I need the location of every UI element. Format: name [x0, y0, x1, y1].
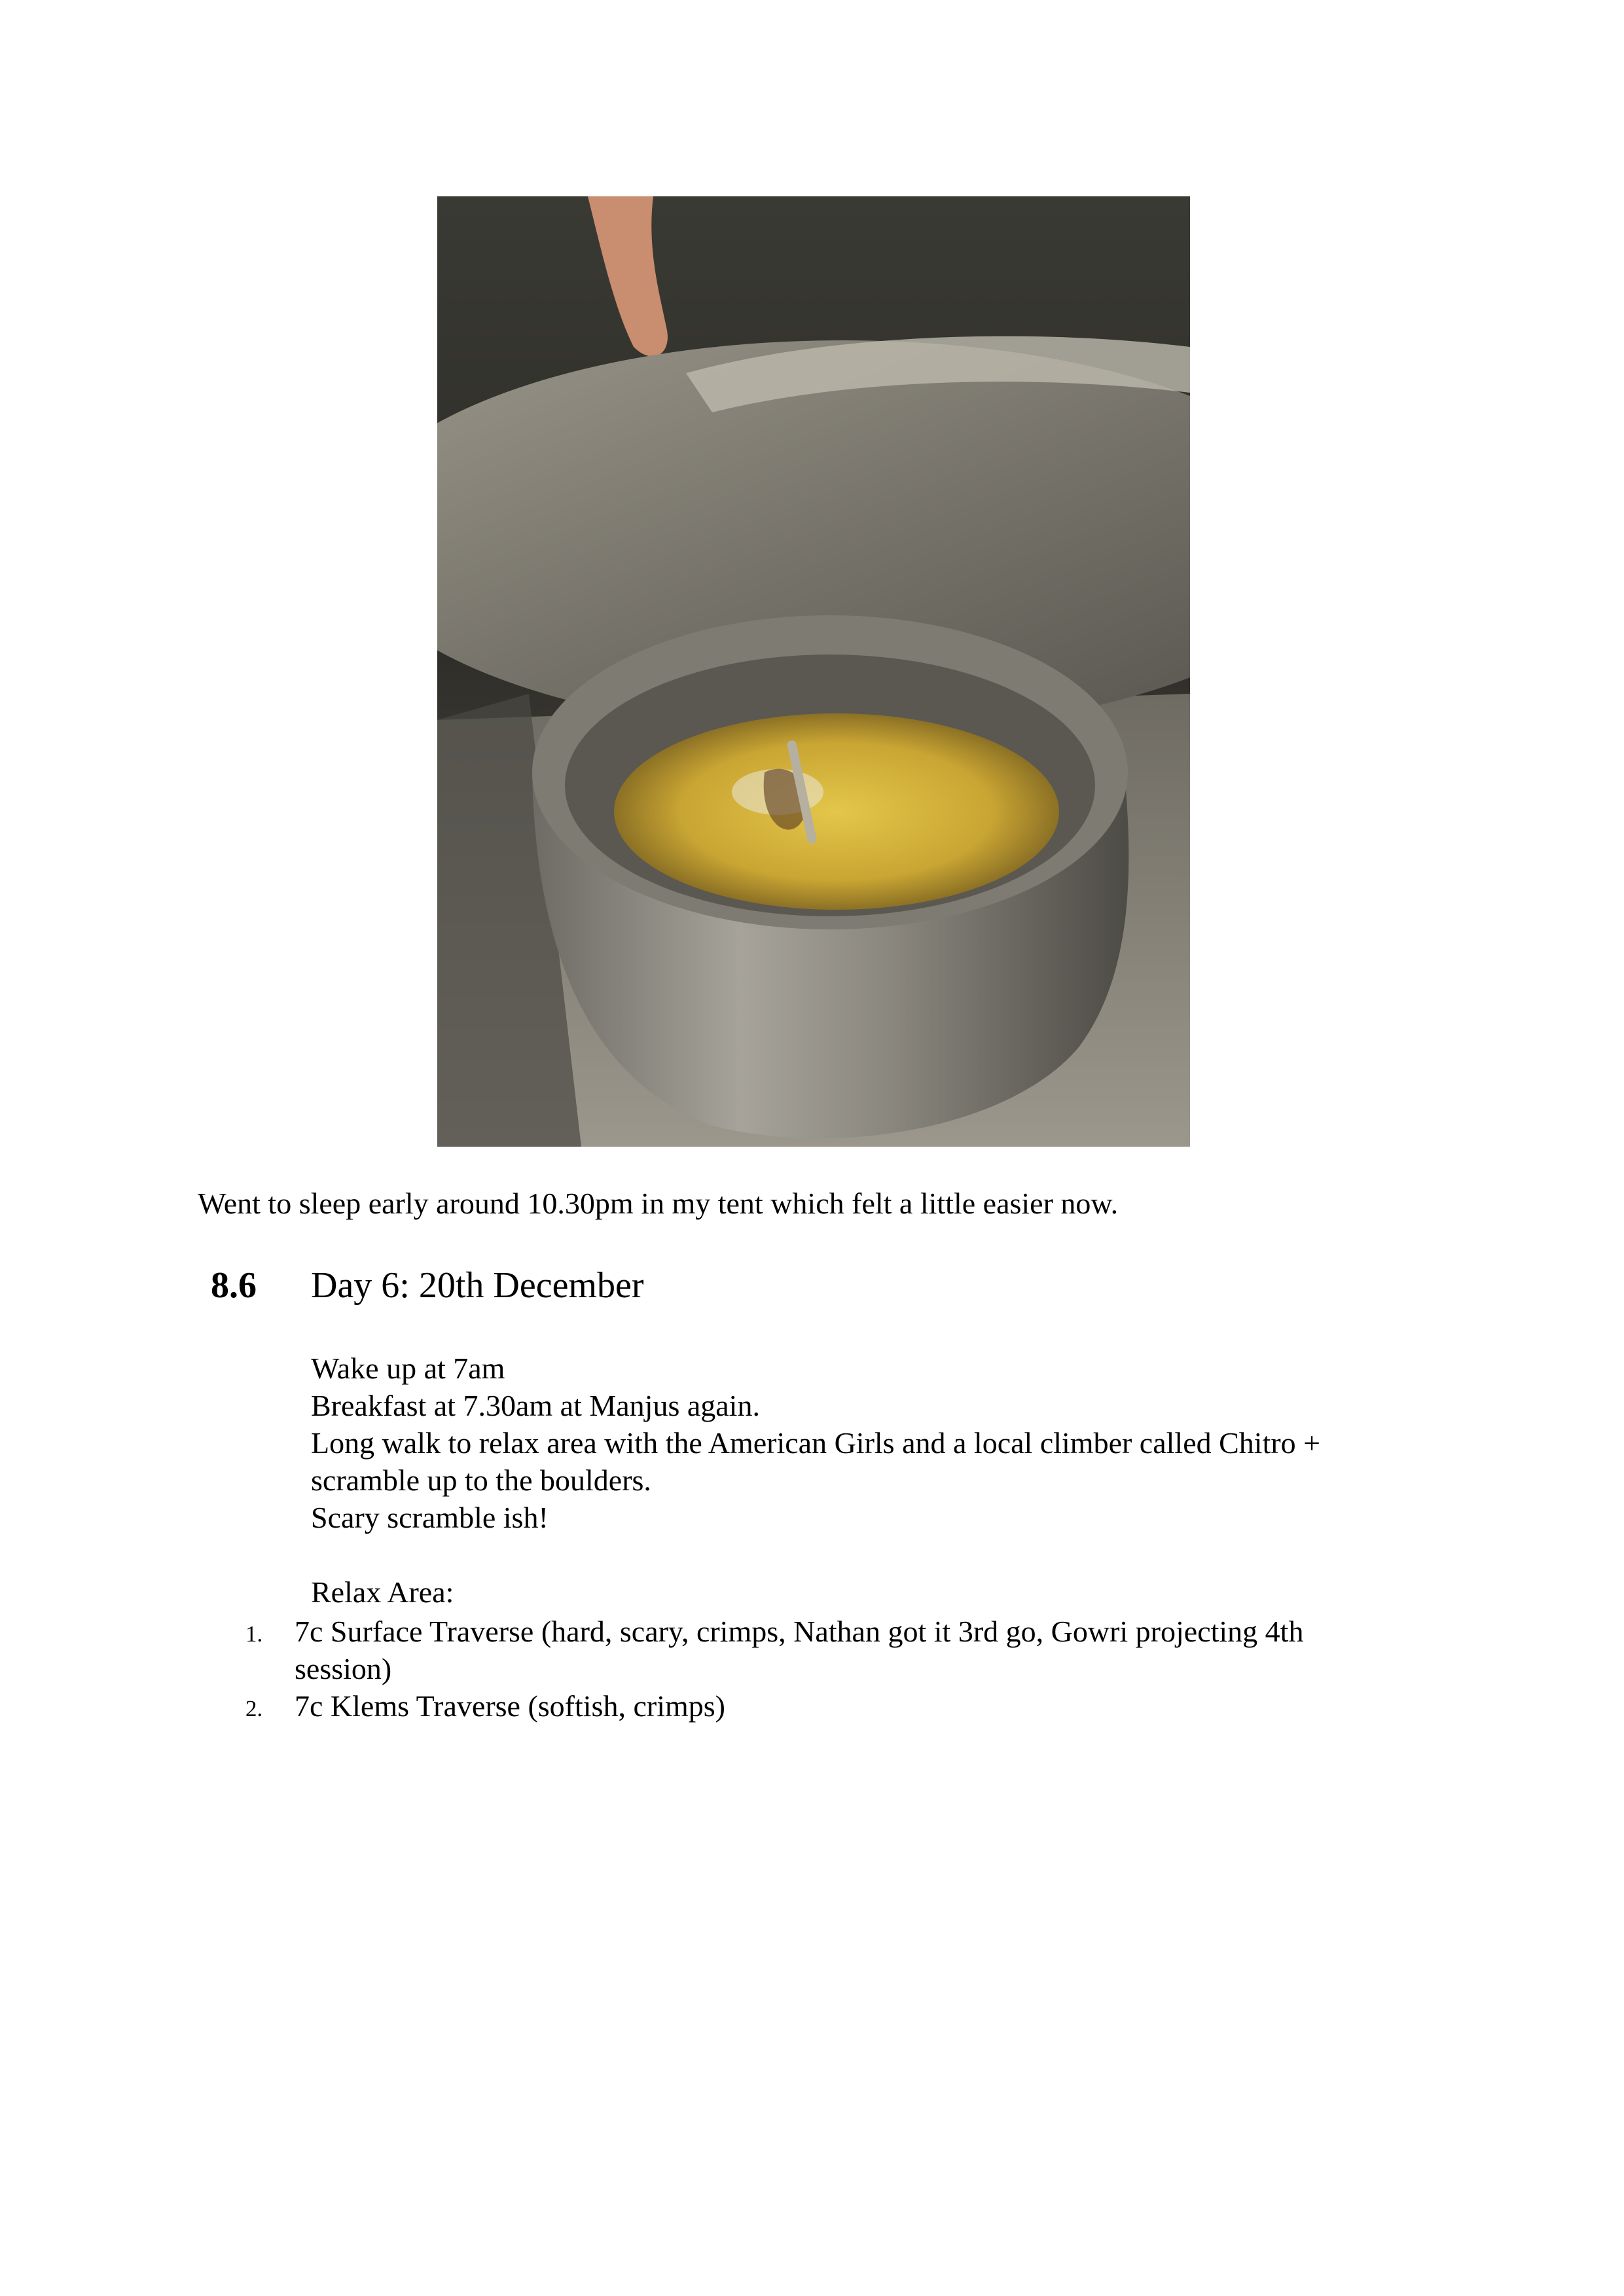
- route-list: [0, 1613, 1479, 1725]
- note-line: Scary scramble ish!: [311, 1501, 549, 1534]
- list-item-text: 7c Klems Traverse (softish, crimps): [295, 1689, 725, 1723]
- list-item-text: session): [295, 1652, 392, 1685]
- spacer: [311, 1536, 1489, 1573]
- list-marker: 2.: [245, 1696, 263, 1721]
- photo-pot-illustration: [437, 196, 1190, 1147]
- list-item: [0, 1687, 1479, 1725]
- paragraph-sleep: Went to sleep early around 10.30pm in my tent which felt a little easier now.: [198, 1187, 1119, 1220]
- note-line: scramble up to the boulders.: [311, 1463, 651, 1497]
- section-heading: [211, 1263, 643, 1308]
- day-notes: [311, 1350, 1489, 1611]
- photo-cooking-pot: [437, 196, 1190, 1147]
- section-number: 8.6: [211, 1265, 257, 1306]
- list-item: [0, 1613, 1479, 1687]
- note-line: Long walk to relax area with the American Girls and a local climber called Chitro +: [311, 1426, 1321, 1460]
- list-item-text: 7c Surface Traverse (hard, scary, crimps, Nathan got it 3rd go, Gowri projecting 4th: [295, 1615, 1304, 1648]
- section-title: Day 6: 20th December: [311, 1265, 644, 1306]
- note-line: Breakfast at 7.30am at Manjus again.: [311, 1389, 760, 1422]
- note-line: Wake up at 7am: [311, 1352, 505, 1385]
- list-marker: 1.: [245, 1621, 263, 1647]
- area-label: Relax Area:: [311, 1575, 454, 1609]
